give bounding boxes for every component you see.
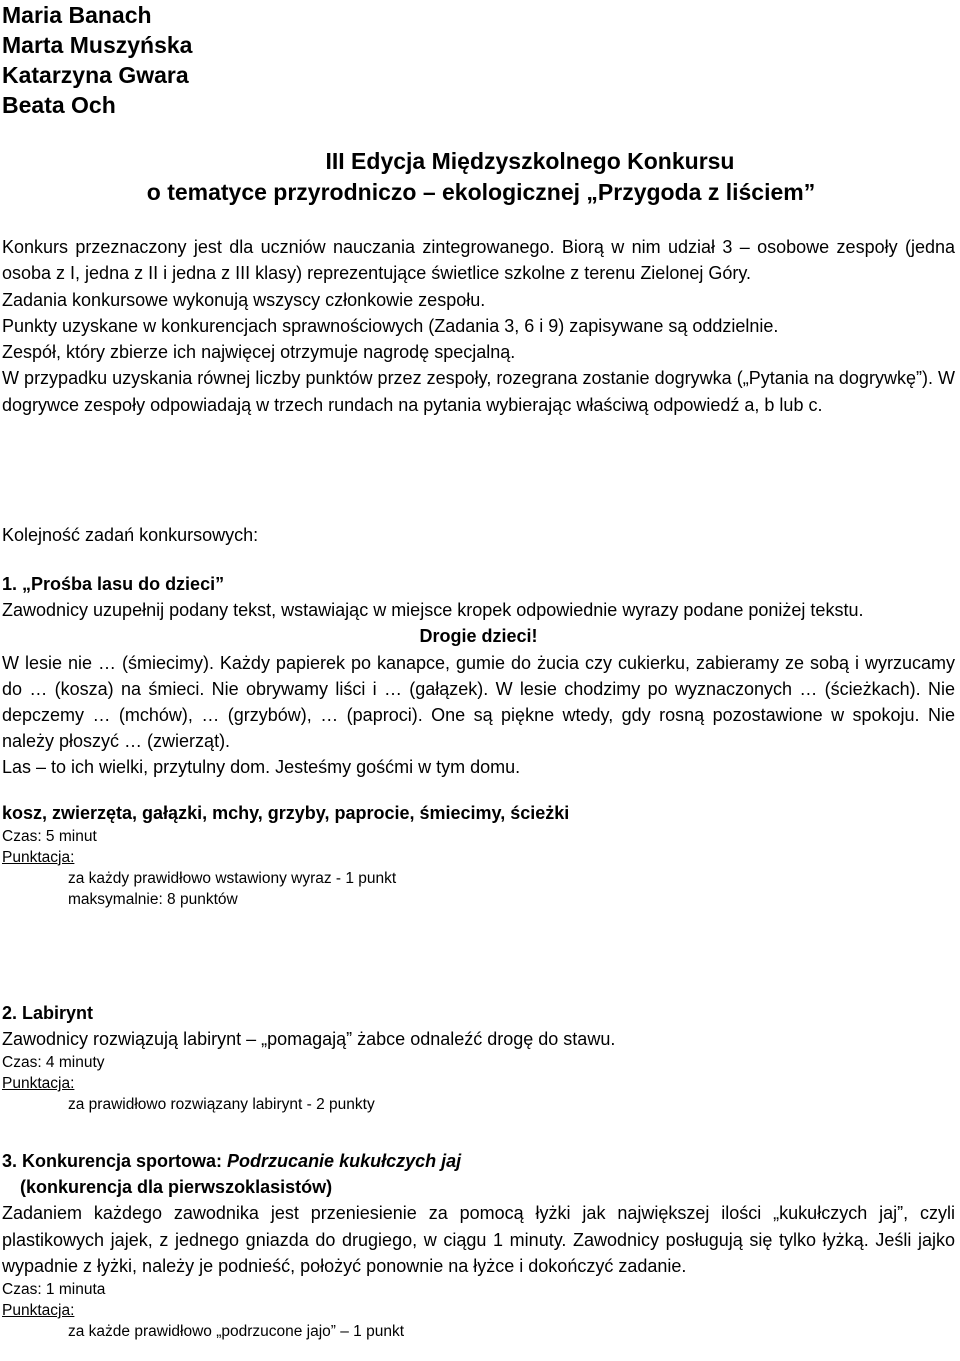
task-3-scoring-label: Punktacja: [2,1302,75,1320]
task-order-label: Kolejność zadań konkursowych: [2,525,259,545]
task-3-scoring-item: za każde prawidłowo „podrzucone jajo” – 1 punkt [68,1323,405,1341]
letter-heading: Drogie dzieci! [419,626,538,647]
task-1-scoring-item: maksymalnie: 8 punktów [68,890,238,908]
task-1-number: 1. [2,574,18,594]
intro-paragraph: W przypadku uzyskania równej liczby punktów przez zespoły, rozegrana zostanie dogrywka („Pytania na dogrywkę”). W dogrywce zespoły odpowiadają w trzech rundach na pytania wybierając właściwą odpowiedź a, b lub c. [2,368,955,415]
word-bank: kosz, zwierzęta, gałązki, mchy, grzyby, paprocie, śmiecimy, ścieżki [2,802,570,823]
authors-list [2,0,192,120]
title-line-1: III Edycja Międzyszkolnego Konkursu [325,148,735,174]
task-3-heading [2,1148,955,1174]
author-name: Katarzyna Gwara [2,62,189,88]
task-1-title: „Prośba lasu do dzieci” [22,574,225,594]
task-2-scoring-label: Punktacja: [2,1075,75,1092]
intro-paragraph: Zespół, który zbierze ich najwięcej otrzymuje nagrodę specjalną. [2,342,516,363]
task-2-time: Czas: 4 minuty [2,1054,105,1071]
task-1-time: Czas: 5 minut [2,827,97,845]
intro-paragraph: Zadania konkursowe wykonują wszyscy członkowie zespołu. [2,289,486,310]
task-1-scoring-label: Punktacja: [2,848,75,866]
document-title [0,146,960,208]
intro-paragraph: Punkty uzyskane w konkurencjach sprawnościowych (Zadania 3, 6 i 9) zapisywane są oddzielnie. [2,315,779,336]
task-1-scoring-item: za każdy prawidłowo wstawiony wyraz - 1 punkt [68,869,397,887]
letter-body: W lesie nie … (śmiecimy). Każdy papierek po kanapce, gumie do żucia czy cukierku, zabieramy ze sobą i wyrzucamy do … (kosza) na śmieci. Nie obrywamy liści i … (gałązek). W lesie chodzimy po wyznaczonych … (ścieżkach). Nie depczemy … (mchów), … (grzybów), … (paproci). One są piękne wtedy, gdy rosną pozostawione w spokoju. Nie należy płoszyć … (zwierząt). [2,652,955,752]
task-3-time: Czas: 1 minuta [2,1281,106,1299]
task-2-section [2,1000,955,1115]
letter-end: Las – to ich wielki, przytulny dom. Jesteśmy gośćmi w tym domu. [2,757,521,778]
task-2-scoring-item: za prawidłowo rozwiązany labirynt - 2 punkty [68,1096,375,1113]
intro-paragraph: Konkurs przeznaczony jest dla uczniów nauczania zintegrowanego. Biorą w nim udział 3 – osobowe zespoły (jedna osoba z I, jedna z II i jedna z III klasy) reprezentujące świetlice szkolne z terenu Zielonej Góry. [2,237,955,284]
author-name: Maria Banach [2,2,152,28]
task-3-body: Zadaniem każdego zawodnika jest przeniesienie za pomocą łyżki jak największej ilości „kukułczych jaj”, czyli plastikowych jajek, z jednego gniazda do drugiego, w ciągu 1 minuty. Zawodnicy posługują się tylko łyżką. Jeśli jajko wypadnie z łyżki, należy je podnieść, położyć ponownie na łyżce i dokończyć zadanie. [2,1203,955,1276]
task-3-heading-title: Podrzucanie kukułczych jaj [227,1151,462,1171]
author-name: Marta Muszyńska [2,32,193,58]
task-1-section [2,571,955,910]
task-3-heading-prefix: 3. Konkurencja sportowa: [2,1151,228,1171]
task-1-instruction: Zawodnicy uzupełnij podany tekst, wstawiając w miejsce kropek odpowiednie wyrazy podane poniżej tekstu. [2,600,864,621]
intro-section [2,234,955,418]
title-line-2: o tematyce przyrodniczo – ekologicznej „Przygoda z liściem” [146,179,816,205]
task-3-section [2,1148,955,1342]
author-name: Beata Och [2,92,116,118]
task-2-heading: 2. Labirynt [2,1003,94,1023]
task-3-subheading: (konkurencja dla pierwszoklasistów) [20,1177,333,1198]
task-2-instruction: Zawodnicy rozwiązują labirynt – „pomagają” żabce odnaleźć drogę do stawu. [2,1029,616,1049]
task-1-heading [2,571,955,597]
